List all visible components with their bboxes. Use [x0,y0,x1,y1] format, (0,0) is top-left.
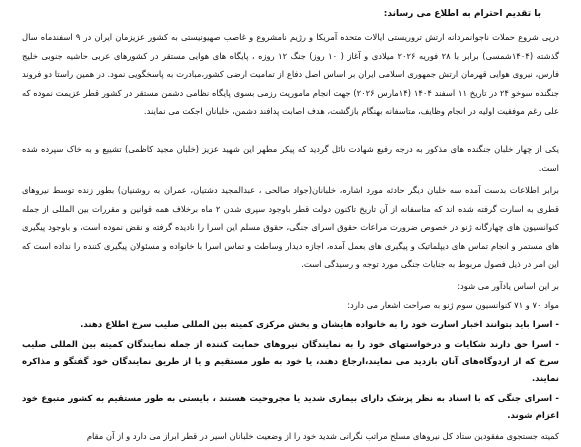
list-item: - اسرا حق دارند شکایات و درخواستهای خود را به نمایندگان نیروهای حمایت کننده از جمله نمایندگان کمیته بین المللی صلیب سرخ که از اردوگاه‌های آنان بازدید می نمایند،ارجاع دهند، یا خود به طور مستقیم و یا از طریق نمایندگان خود گفتگو و مذاکره نمایند. [22,340,559,384]
list-item: کمیته جستجوی مفقودین ستاد کل نیروهای مسلح مراتب نگرانی شدید خود را از وضعیت خلبانان اسیر در قطر ابراز می دارد و از آن مقام [86,431,559,441]
list-item: - اسرای جنگی که با اسناد به نظر پزشک دارای بیماری شدید یا مجروحیت هستند ، بایستی به طور مستقیم به کشور متبوع خود اعزام شوند. [22,394,559,421]
paragraph-captured-pilots: برابر اطلاعات بدست آمده سه خلبان دیگر حادثه مورد اشاره، خلبانان(جواد صالحی ، عبدالمجید دشتیان، عمران به روشنیان) بطور زنده توسط نیروهای قطری به اسارت گرفته شده اند که متاسفانه از آن تاریخ تاکنون دولت قطر باوجود سپری شدن ۲ ماه برخلاف همه قوانین و مقررات بین المللی از جمله کنوانسیون های چهارگانه ژنو در خصوص ضرورت مراعات حقوق اسرای جنگی، حقوق مسلم این اسرا را نادیده گرفته و نقض نموده است، و باوجود پیگیری های مستمر و انجام تماس های دیپلماتیک و پیگیری های بعمل آمده، اجازه دیدار وساطت و تماس اسرا با خانواده و مسئولان پیگیری کننده را نداده است که این امر در ذیل فصول مربوط به جنایات جنگی مورد توجه و رسیدگی است. [22,185,559,269]
list-item: - اسرا باید بتوانند اخبار اسارت خود را به خانواده هایشان و بخش مرکزی کمیته بین المللی صلیب سرخ اطلاع دهند. [80,320,559,330]
paragraph-reminder: بر این اساس یادآور می شود: [457,281,559,291]
paragraph-attack-background: درپی شروع حملات ناجوانمردانه ارتش تروریستی ایالات متحده آمریکا و رژیم نامشروع و غاصب صهیونیستی به کشور عزیزمان ایران در ۹ اسفندماه سال گذشته (۱۴۰۴شمسی) برابر با ۲۸ فوریه ۲۰۲۶ میلادی و آغاز ( ۱۰ روز) جنگ ۱۲ روزه ، پایگاه های هوایی مستقر در کشورهای عربی حاشیه جنوبی خلیج فارس، نیروی هوایی قهرمان ارتش جمهوری اسلامی ایران بر اساس اصل دفاع از تمامیت ارضی کشور،مبادرت به پاسخگویی نمود. در همین راستا دو فروند جنگنده سوخو ۲۴ در تاریخ ۱۱ اسفند ۱۴۰۴ (۱۴مارس ۲۰۲۶) جهت انجام ماموریت رزمی بسوی پایگاه نظامی دشمن مستقر در کشور قطر عزیمت نموده که علی رغم موفقیت اولیه در انجام وظایف، متاسفانه بهنگام بازگشت، هدف اصابت پدافند دشمن، خلبانان اجکت می نمایند. [22,32,559,116]
geneva-rights-list [22,317,559,447]
paragraph-geneva-articles: مواد ۷۰ و ۷۱ کنوانسیون سوم ژنو به صراحت اشعار می دارد: [347,300,559,310]
greeting-line: با تقدیم احترام به اطلاع می رساند: [383,9,541,19]
paragraph-martyr-pilot: یکی از چهار خلبان جنگنده های مذکور به درجه رفیع شهادت نائل گردید که پیکر مطهر این شهید عزیز (خلبان مجید کاظمی) تشییع و به خاک سپرده شده است. [22,144,559,173]
